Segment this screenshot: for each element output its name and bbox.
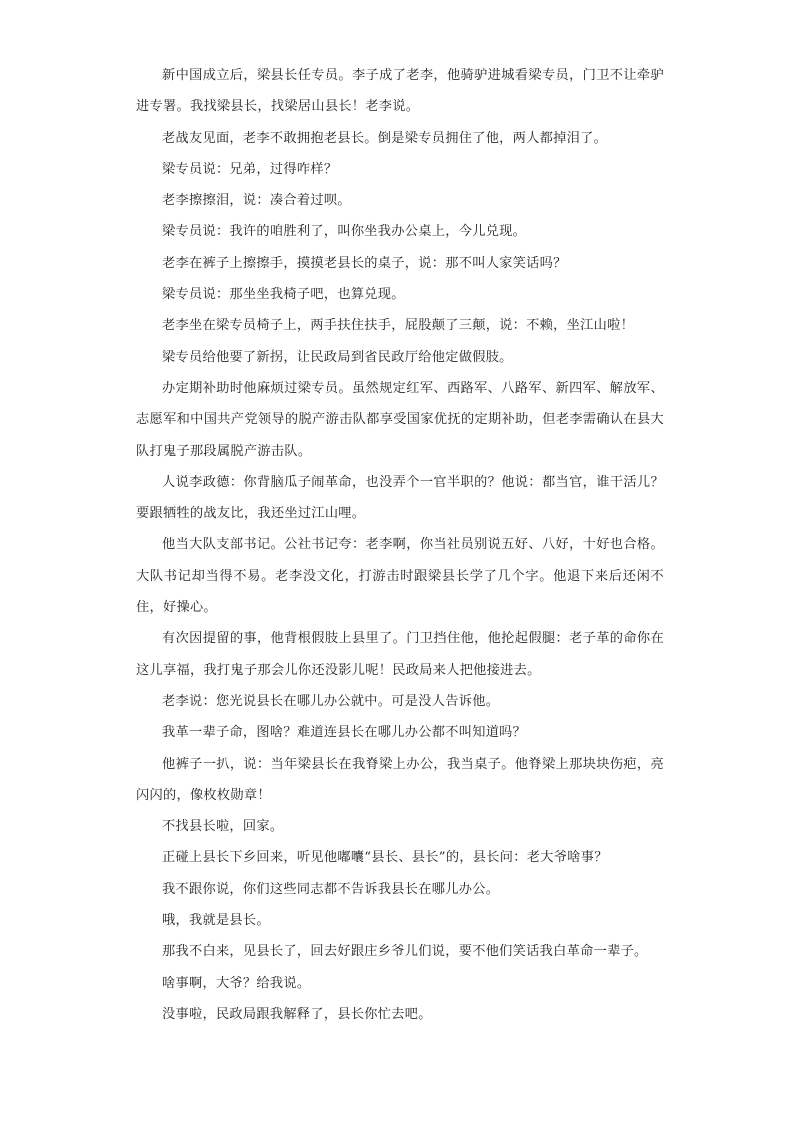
paragraph-6: 老李在裤子上擦擦手，摸摸老县长的桌子，说：那不叫人家笑话吗？ bbox=[162, 255, 567, 271]
paragraph-3: 梁专员说：兄弟，过得咋样？ bbox=[162, 161, 338, 177]
paragraph-18: 正碰上县长下乡回来，听见他嘟囔“县长、县长”的，县长问：老大爷啥事？ bbox=[162, 850, 608, 866]
paragraph-15: 我革一辈子命，图啥？难道连县长在哪儿办公都不叫知道吗？ bbox=[162, 725, 527, 741]
paragraph-9: 梁专员给他要了新拐，让民政局到省民政厅给他定做假肢。 bbox=[162, 349, 513, 365]
paragraph-5: 梁专员说：我许的咱胜利了，叫你坐我办公桌上，今儿兑现。 bbox=[162, 224, 527, 240]
paragraph-22: 啥事啊，大爷？给我说。 bbox=[162, 975, 311, 991]
paragraph-8: 老李坐在梁专员椅子上，两手扶住扶手，屁股颠了三颠，说：不赖，坐江山啦！ bbox=[162, 318, 635, 334]
paragraph-14: 老李说：您光说县长在哪儿办公就中。可是没人告诉他。 bbox=[162, 693, 500, 709]
paragraph-4: 老李擦擦泪，说：凑合着过呗。 bbox=[162, 193, 351, 209]
paragraph-23: 没事啦，民政局跟我解释了，县长你忙去吧。 bbox=[162, 1006, 432, 1022]
paragraph-11: 人说李政德：你背脑瓜子闹革命，也没弄个一官半职的？他说：都当官，谁干活儿？要跟牺牲的战友比，我还坐过江山哩。 bbox=[136, 474, 664, 522]
paragraph-2: 老战友见面，老李不敢拥抱老县长。倒是梁专员拥住了他，两人都掉泪了。 bbox=[162, 130, 608, 146]
paragraph-12: 他当大队支部书记。公社书记夸：老李啊，你当社员别说五好、八好，十好也合格。大队书记却当得不易。老李没文化，打游击时跟梁县长学了几个字。他退下来后还闲不住，好操心。 bbox=[136, 537, 664, 616]
paragraph-19: 我不跟你说，你们这些同志都不告诉我县长在哪儿办公。 bbox=[162, 881, 500, 897]
paragraph-7: 梁专员说：那坐坐我椅子吧，也算兑现。 bbox=[162, 287, 405, 303]
paragraph-10: 办定期补助时他麻烦过梁专员。虽然规定红军、西路军、八路军、新四军、解放军、志愿军和中国共产党领导的脱产游击队都享受国家优抚的定期补助，但老李需确认在县大队打鬼子那段属脱产游击队。 bbox=[136, 380, 664, 459]
paragraph-13: 有次因提留的事，他背根假肢上县里了。门卫挡住他，他抡起假腿：老子革的命你在这儿享福，我打鬼子那会儿你还没影儿呢！民政局来人把他接进去。 bbox=[136, 631, 664, 678]
paragraph-20: 哦，我就是县长。 bbox=[162, 913, 270, 929]
paragraph-21: 那我不白来，见县长了，回去好跟庄乡爷儿们说，要不他们笑话我白革命一辈子。 bbox=[162, 944, 648, 960]
paragraph-1: 新中国成立后，梁县长任专员。李子成了老李，他骑驴进城看梁专员，门卫不让牵驴进专署。我找梁县长，找梁居山县长！老李说。 bbox=[136, 68, 664, 115]
story-body bbox=[136, 60, 664, 1030]
paragraph-17: 不找县长啦，回家。 bbox=[162, 819, 284, 835]
paragraph-16: 他裤子一扒，说：当年梁县长在我脊梁上办公，我当桌子。他脊梁上那块块伤疤，亮闪闪的，像枚枚勋章！ bbox=[136, 756, 664, 803]
